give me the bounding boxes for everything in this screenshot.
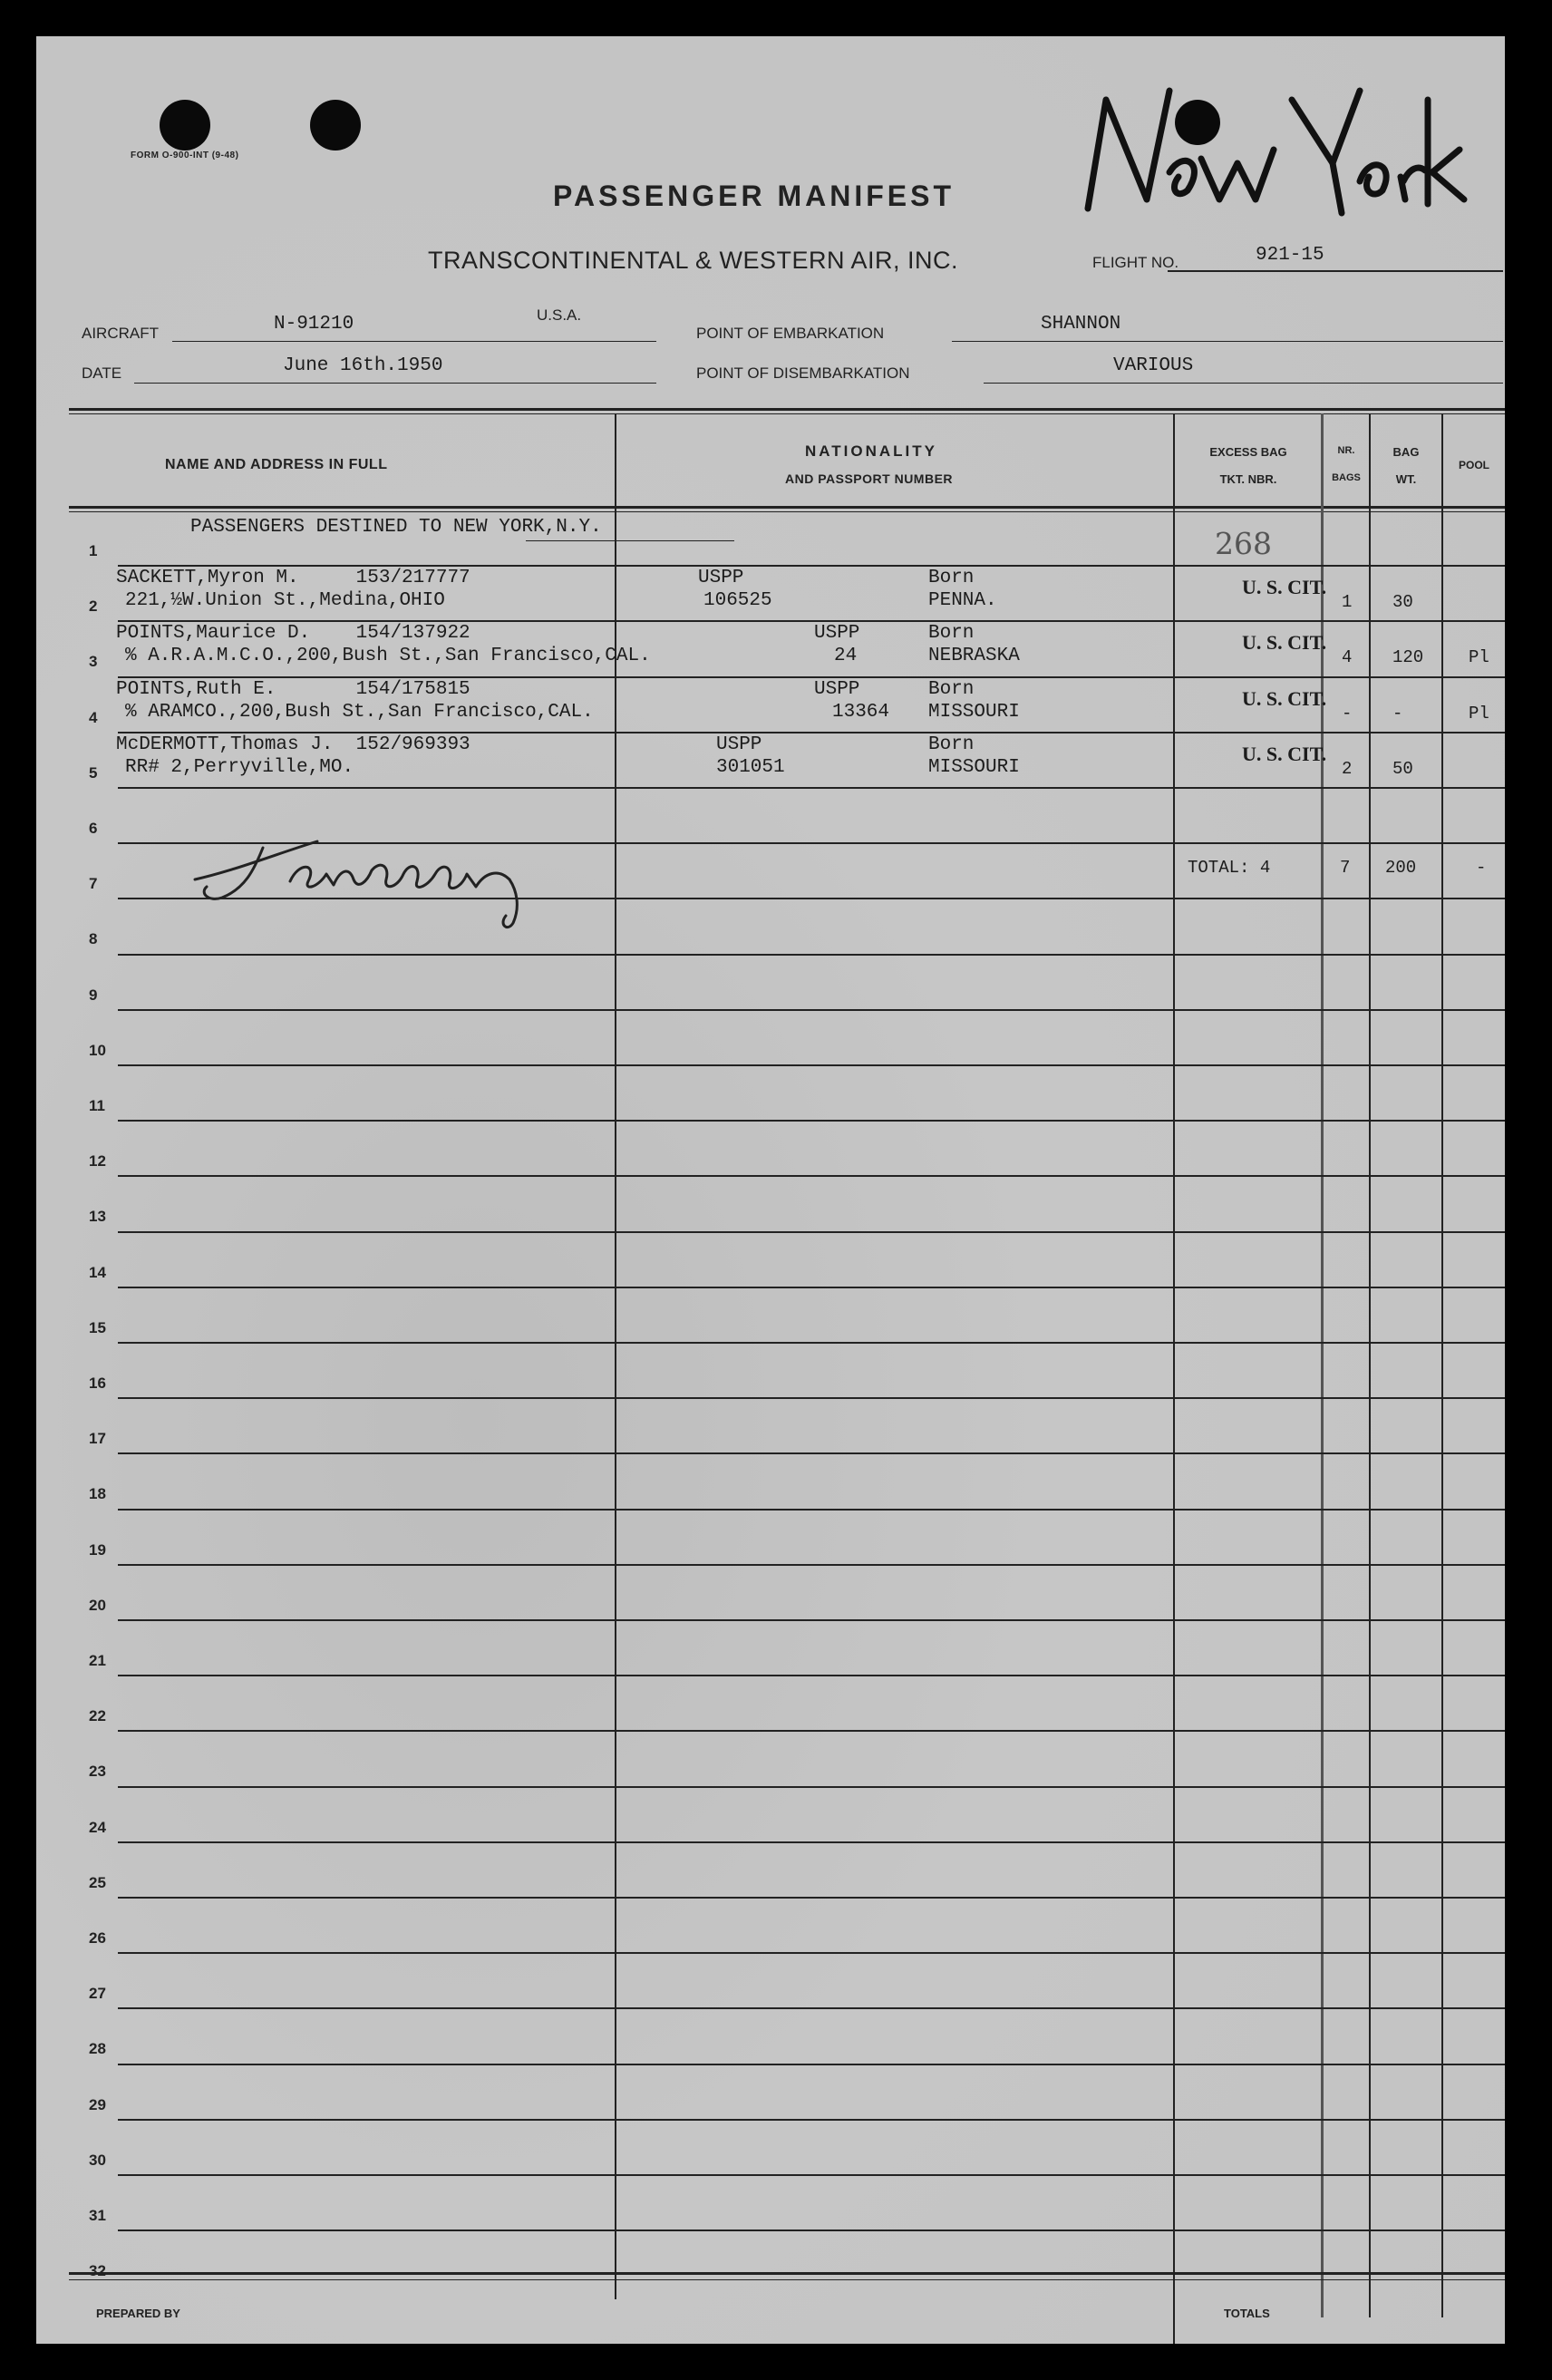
row-number: 17 [89,1430,106,1448]
passenger-address: RR# 2,Perryville,MO. [125,756,354,778]
row-number: 1 [89,542,98,559]
passenger-address: % A.R.A.M.C.O.,200,Bush St.,San Francisco,CAL. [125,646,651,667]
passenger-list [36,36,1505,2344]
manifest-title: PASSENGER MANIFEST [553,180,955,212]
signature-drawing [172,816,626,934]
passenger-name: McDERMOTT,Thomas J. 152/969393 [116,733,470,755]
embarkation-value: SHANNON [1041,314,1121,335]
passport-type: USPP [716,733,762,755]
total-pool: - [1476,858,1487,878]
bag-weight: 50 [1392,758,1413,779]
row-number: 31 [89,2207,106,2224]
row-number: 12 [89,1152,106,1171]
pool-value: Pl [1469,647,1489,668]
passenger-address: 221,½W.Union St.,Medina,OHIO [125,590,445,612]
header-pool: POOL [1458,459,1489,471]
header-name: NAME AND ADDRESS IN FULL [165,457,388,472]
birthplace: NEBRASKA [928,646,1020,667]
row-number: 16 [89,1375,106,1392]
row-number: 25 [89,1873,106,1891]
passport-type: USPP [698,568,744,589]
row-number: 29 [89,2095,106,2113]
birthplace: PENNA. [928,590,997,612]
row-number: 22 [89,1707,106,1725]
row-number: 24 [89,1818,106,1836]
row-number: 8 [89,930,98,948]
form-number: FORM O-900-INT (9-48) [131,151,239,160]
citizenship: U. S. CIT. [1242,742,1327,765]
company-name: TRANSCONTINENTAL & WESTERN AIR, INC. [428,247,959,274]
total-bags: 7 [1340,858,1351,878]
passport-type: USPP [814,623,860,645]
passport-number: 106525 [703,590,772,612]
bag-count: 2 [1342,758,1353,779]
prepared-by-label: PREPARED BY [96,2307,180,2320]
row-number: 20 [89,1596,106,1614]
born-label: Born [928,568,975,589]
disembarkation-value: VARIOUS [1113,355,1194,376]
excess-number: 268 [1215,526,1272,561]
header-bags-1: NR. [1337,445,1355,456]
total-label: TOTAL: 4 [1188,858,1271,878]
birthplace: MISSOURI [928,756,1020,778]
row-number: 26 [89,1929,106,1947]
total-weight: 200 [1385,858,1417,878]
passenger-name: POINTS,Ruth E. 154/175815 [116,678,470,700]
aircraft-value: N-91210 [274,314,354,335]
header-bagwt-2: WT. [1395,472,1417,486]
aircraft-label: AIRCRAFT [82,325,159,342]
row-number: 15 [89,1318,106,1336]
row-number: 11 [89,1097,105,1114]
row-number: 4 [89,708,98,726]
row-number: 19 [89,1540,106,1559]
date-label: DATE [82,364,122,382]
passport-number: 24 [834,646,858,667]
embarkation-label: POINT OF EMBARKATION [696,325,885,342]
passport-type: USPP [814,678,860,700]
aircraft-country: U.S.A. [537,306,582,324]
born-label: Born [928,678,975,700]
header-excess-2: TKT. NBR. [1219,472,1277,486]
row-number: 7 [89,875,98,893]
citizenship: U. S. CIT. [1242,576,1327,599]
born-label: Born [928,733,975,755]
flight-no-label: FLIGHT NO. [1092,254,1179,271]
passenger-name: POINTS,Maurice D. 154/137922 [116,623,470,645]
row-number: 23 [89,1763,106,1781]
header-bagwt-1: BAG [1392,445,1420,459]
disembarkation-label: POINT OF DISEMBARKATION [696,364,910,382]
row-number: 6 [89,820,98,837]
bag-weight: 120 [1392,647,1424,668]
born-label: Born [928,623,975,645]
row-number: 13 [89,1208,106,1226]
citizenship: U. S. CIT. [1242,631,1327,655]
row-number: 30 [89,2151,106,2169]
passenger-address: % ARAMCO.,200,Bush St.,San Francisco,CAL. [125,701,594,723]
row-number: 10 [89,1041,106,1059]
flight-no-value: 921-15 [1256,245,1324,266]
row-number: 18 [89,1485,106,1503]
row-number: 5 [89,763,98,782]
date-value: June 16th.1950 [283,355,443,376]
row-number: 27 [89,1985,106,2003]
totals-label: TOTALS [1224,2307,1270,2320]
pool-value: Pl [1469,703,1489,724]
row-number: 21 [89,1652,106,1669]
passenger-name: SACKETT,Myron M. 153/217777 [116,568,470,589]
passport-number: 13364 [832,701,890,723]
citizenship: U. S. CIT. [1242,686,1327,710]
header-bags-2: BAGS [1332,472,1361,483]
row-number: 2 [89,597,98,616]
passport-number: 301051 [716,756,785,778]
header-passport: AND PASSPORT NUMBER [785,471,954,486]
bag-count: 1 [1342,592,1353,613]
row-number: 28 [89,2040,106,2058]
birthplace: MISSOURI [928,701,1020,723]
signature [172,816,626,934]
row-number: 3 [89,653,98,671]
header-nationality: NATIONALITY [805,442,938,460]
row-number: 14 [89,1263,106,1281]
bag-count: - [1342,703,1353,724]
bag-count: 4 [1342,647,1353,668]
bag-weight: 30 [1392,592,1413,613]
header-excess-1: EXCESS BAG [1209,445,1287,459]
row-number: 32 [89,2262,106,2280]
destined-note: PASSENGERS DESTINED TO NEW YORK,N.Y. [190,517,602,538]
manifest-sheet [36,36,1505,2344]
row-number: 9 [89,986,98,1004]
bag-weight: - [1392,703,1403,724]
